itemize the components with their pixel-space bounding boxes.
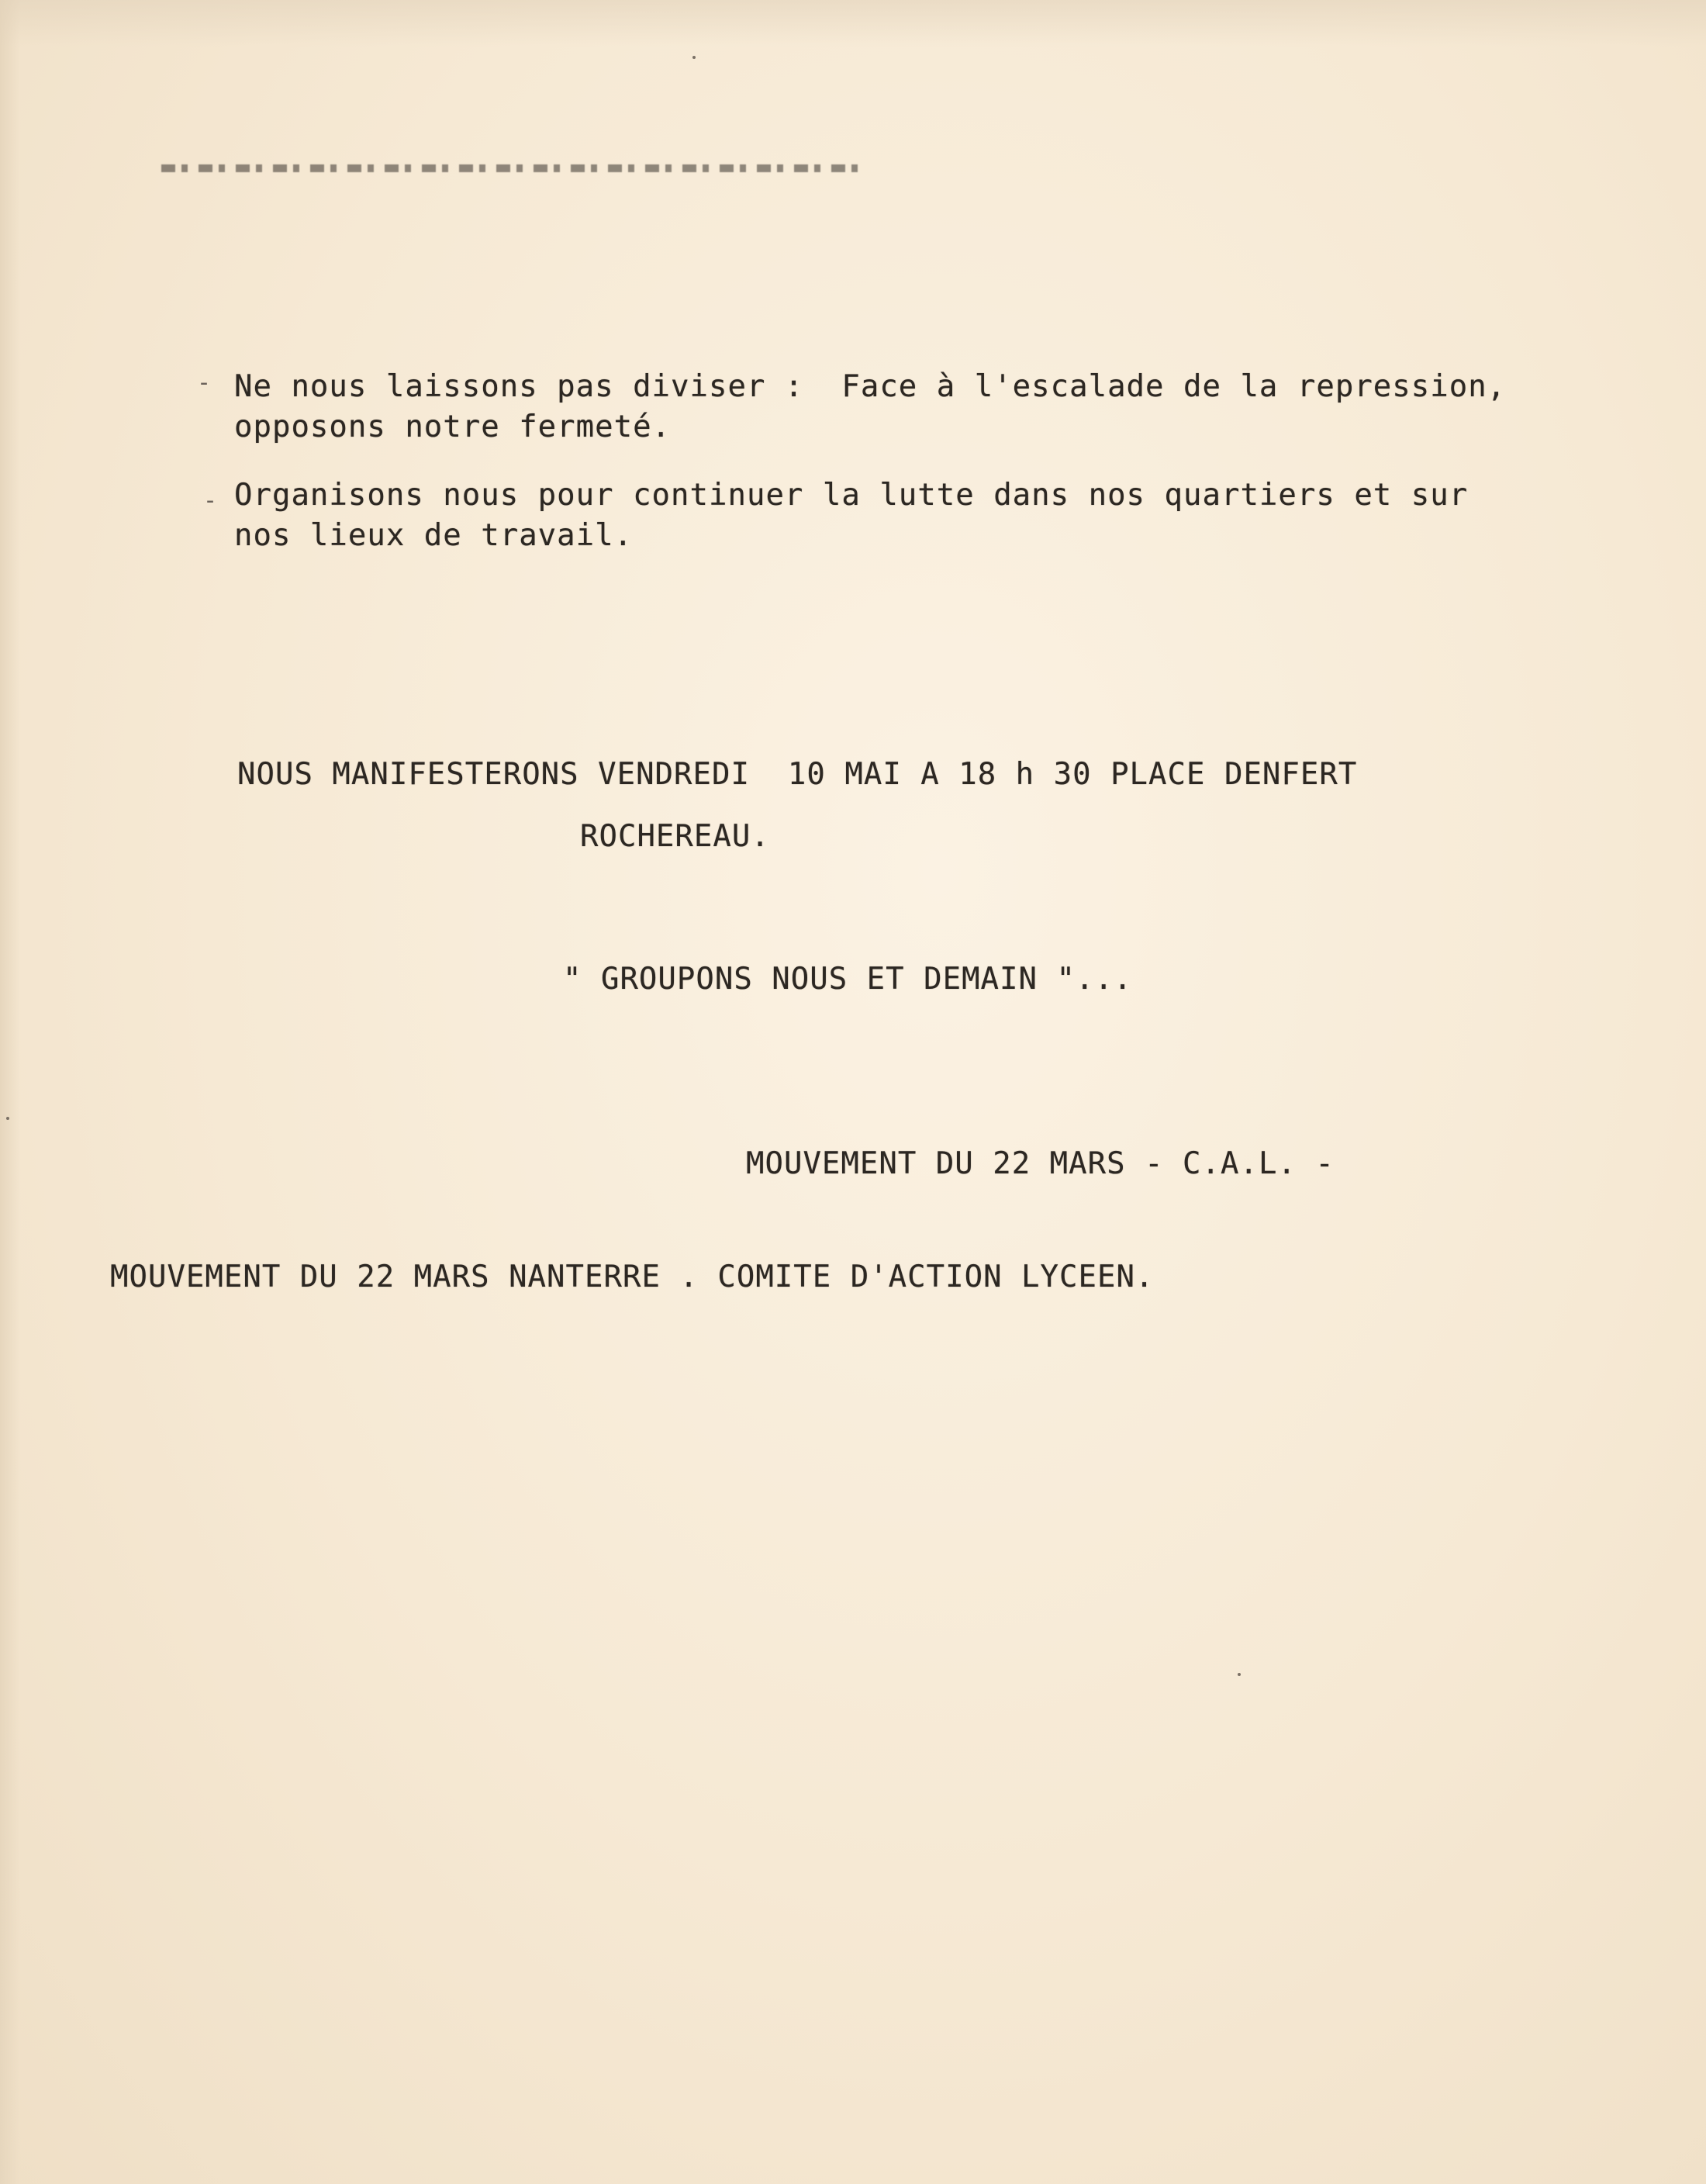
bullet-dash: - — [197, 369, 212, 396]
paragraph-1-line-2: opposons notre fermeté. — [234, 410, 672, 444]
demonstration-location: ROCHEREAU. — [580, 819, 770, 854]
signature-line: MOUVEMENT DU 22 MARS - C.A.L. - — [746, 1146, 1335, 1181]
paper-speck — [6, 1117, 9, 1120]
slogan: " GROUPONS NOUS ET DEMAIN "... — [563, 962, 1133, 997]
paper-speck — [1238, 1673, 1241, 1676]
bleed-through-text — [155, 1365, 1408, 1407]
smudged-typed-line — [161, 164, 859, 172]
demonstration-announcement: NOUS MANIFESTERONS VENDREDI 10 MAI A 18 h 30 PLACE DENFERT — [237, 757, 1358, 792]
bullet-dash: - — [203, 487, 218, 514]
paragraph-2-line-1: Organisons nous pour continuer la lutte dans nos quartiers et sur — [234, 478, 1469, 513]
paragraph-1-line-1: Ne nous laissons pas diviser : Face à l'escalade de la repression, — [234, 369, 1507, 404]
paragraph-2-line-2: nos lieux de travail. — [234, 518, 634, 553]
paper-speck — [692, 56, 696, 59]
footer-organizations: MOUVEMENT DU 22 MARS NANTERRE . COMITE D'ACTION LYCEEN. — [110, 1260, 1155, 1294]
